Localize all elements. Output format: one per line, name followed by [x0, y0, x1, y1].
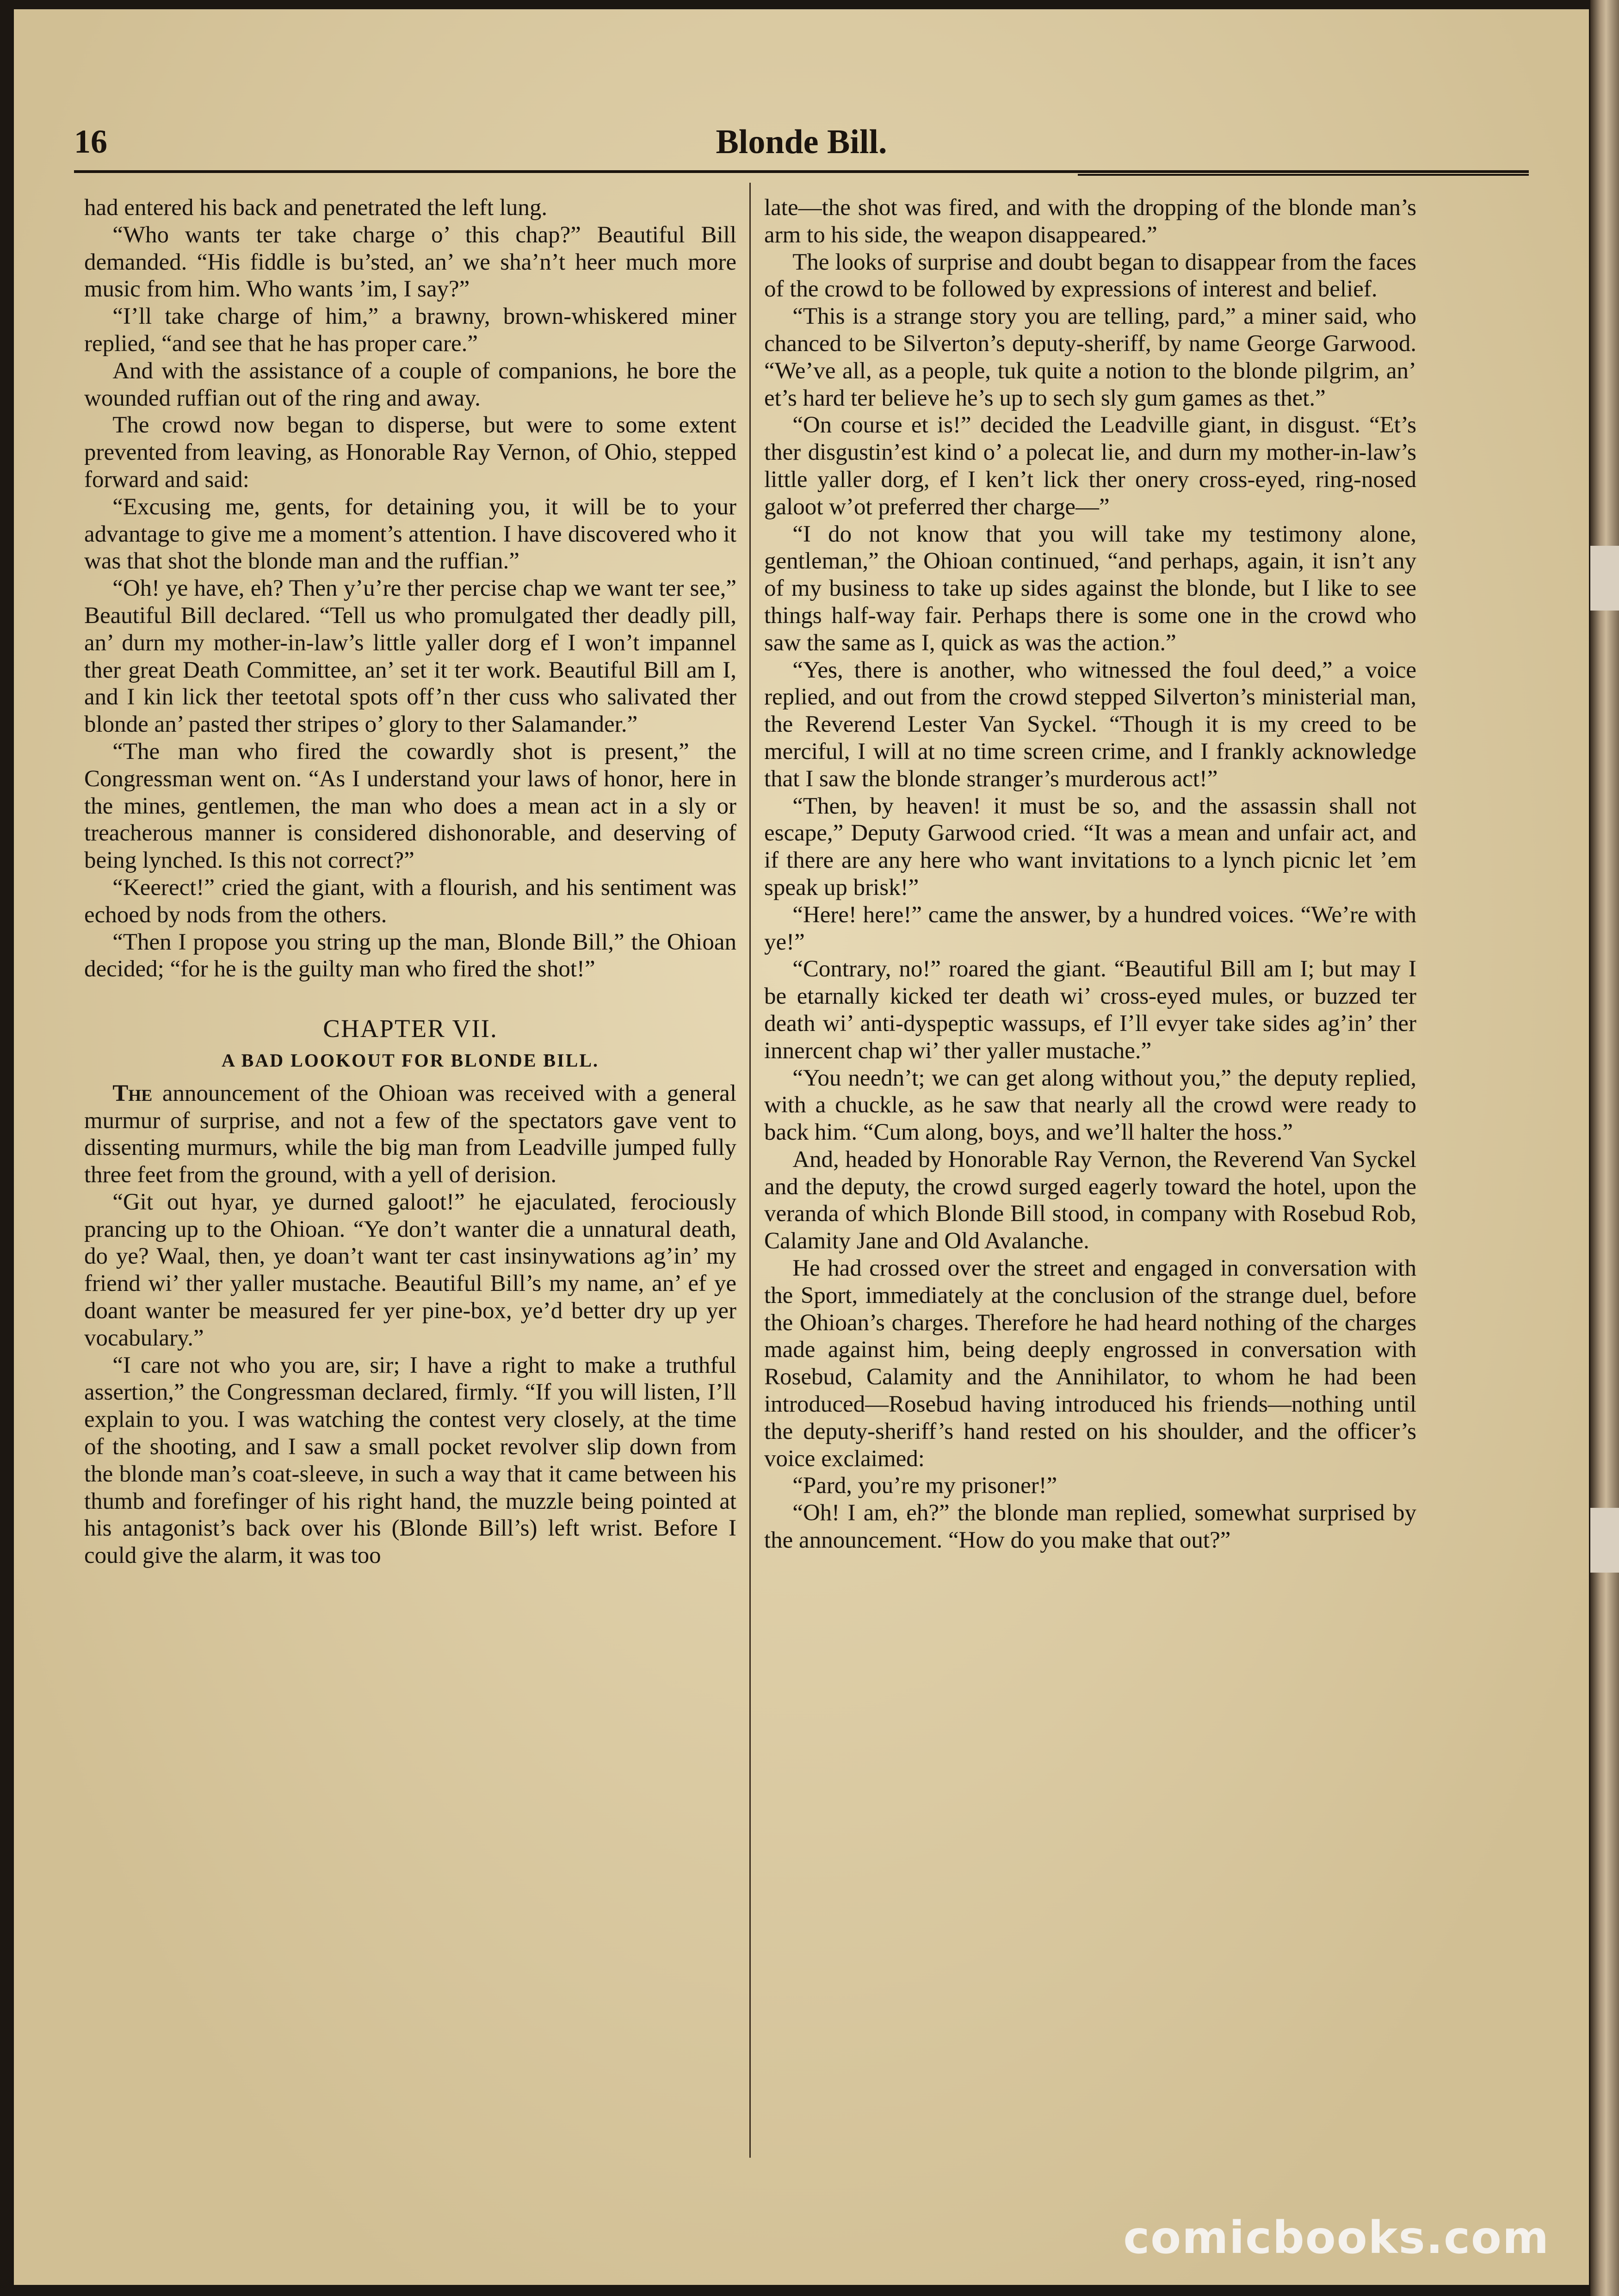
paragraph: had entered his back and penetrated the left lung. [84, 195, 548, 221]
header-rule-thick [1078, 174, 1529, 176]
paragraph: “Here! here!” came the answer, by a hundred voices. “We’re with ye!” [764, 901, 1416, 955]
paragraph: The crowd now began to disperse, but were to some extent prevented from leaving, as Honorable Ray Vernon, of Ohio, stepped forward and said: [84, 412, 736, 493]
page-header [74, 113, 1529, 169]
paragraph: “This is a strange story you are telling, pard,” a miner said, who chanced to be Silverton’s deputy-sheriff, by name George Garwood. “We’ve all, as a people, tuk quite a notion to the blonde pilgrim, an’ et’s hard ter believe he’s up to sech sly gum games as thet.” [764, 303, 1416, 411]
paragraph: “Then I propose you string up the man, Blonde Bill,” the Ohioan decided; “for he is the guilty man who fired the shot!” [84, 929, 736, 982]
chapter-first-word: The [112, 1080, 153, 1106]
paragraph: late—the shot was fired, and with the dropping of the blonde man’s arm to his side, the weapon disappeared.” [764, 195, 1416, 248]
book-page [14, 9, 1589, 2285]
chapter-heading: CHAPTER VII. [323, 1014, 498, 1043]
left-column [84, 194, 736, 1569]
right-paragraphs [764, 194, 1416, 1554]
chapter-subtitle: A BAD LOOKOUT FOR BLONDE BILL. [221, 1049, 599, 1071]
binding-clip [1590, 1508, 1619, 1573]
paragraph: “Keerect!” cried the giant, with a flourish, and his sentiment was echoed by nods from the others. [84, 874, 736, 928]
paragraph: And, headed by Honorable Ray Vernon, the Reverend Van Syckel and the deputy, the crowd surged eagerly toward the hotel, upon the veranda of which Blonde Bill stood, in company with Rosebud Rob, Calamity Jane and Old Avalanche. [764, 1146, 1416, 1254]
watermark: comicbooks.com [1123, 2212, 1550, 2264]
binding-edge [1590, 0, 1619, 2296]
paragraph: “Pard, you’re my prisoner!” [792, 1473, 1057, 1499]
paragraph: “Git out hyar, ye durned galoot!” he ejaculated, ferociously prancing up to the Ohioan. “Ye don’t wanter die a unnatural death, do ye? Waal, then, ye doan’t want ter cast insinywations ag’in’ my friend wi’ ther yaller mustache. Beautiful Bill’s my name, an’ ef ye doant wanter be measured fer yer pine-box, ye’d better dry up yer vocabulary.” [84, 1189, 736, 1351]
paragraph: “Contrary, no!” roared the giant. “Beautiful Bill am I; but may I be etarnally kicked ter death wi’ cross-eyed mules, or buzzed ter death wi’ anti-dyspeptic wassups, ef I’ll evyer take sides ag’in’ ther innercent chap wi’ ther yaller mustache.” [764, 956, 1416, 1064]
left-paragraphs-before [84, 194, 736, 983]
paragraph: “Excusing me, gents, for detaining you, it will be to your advantage to give me a moment’s attention. I have discovered who it was that shot the blonde man and the ruffian.” [84, 494, 736, 574]
paragraph: “I’ll take charge of him,” a brawny, brown-whiskered miner replied, “and see that he has proper care.” [84, 303, 736, 357]
paragraph: “You needn’t; we can get along without you,” the deputy replied, with a chuckle, as he saw that nearly all the crowd were ready to back him. “Cum along, boys, and we’ll halter the hoss.” [764, 1065, 1416, 1146]
binding-clip [1590, 546, 1619, 611]
paragraph: “The man who fired the cowardly shot is present,” the Congressman went on. “As I understand your laws of honor, here in the mines, gentlemen, the man who does a mean act in a sly or treacherous manner is considered dishonorable, and deserving of being lynched. Is this not correct?” [84, 738, 736, 874]
paragraph: “Oh! ye have, eh? Then y’u’re ther percise chap we want ter see,” Beautiful Bill declared. “Tell us who promulgated ther deadly pill, an’ durn my mother-in-law’s little yaller dorg ef I won’t impannel ther great Death Committee, an’ set it ter work. Beautiful Bill am I, and I kin lick ther teetotal spots off’n ther cuss who salivated ther blonde an’ pasted ther stripes o’ glory to ther Salamander.” [84, 575, 736, 738]
paragraph: “I care not who you are, sir; I have a right to make a truthful assertion,” the Congressman declared, firmly. “If you will listen, I’ll explain to you. I was watching the contest very closely, at the time of the shooting, and I saw a small pocket revolver slip down from the blonde man’s coat-sleeve, in such a way that it came between his thumb and forefinger of his right hand, the muzzle being pointed at his antagonist’s back over his (Blonde Bill’s) left wrist. Before I could give the alarm, it was too [84, 1352, 736, 1569]
paragraph: “I do not know that you will take my testimony alone, gentleman,” the Ohioan continued, “and perhaps, again, it isn’t any of my business to take up sides against the blonde, but I like to see things half-way fair. Perhaps there is some one in the crowd who saw the same as I, quick as was the action.” [764, 521, 1416, 656]
right-column [764, 194, 1416, 1554]
paragraph: “Oh! I am, eh?” the blonde man replied, somewhat surprised by the announcement. “How do you make that out?” [764, 1500, 1416, 1554]
paragraph: “Then, by heaven! it must be so, and the assassin shall not escape,” Deputy Garwood cried. “It was a mean and unfair act, and if there are any here who want invitations to a lynch picnic let ’em speak up brisk!” [764, 793, 1416, 901]
page-number: 16 [74, 123, 107, 160]
column-divider [749, 183, 751, 2158]
paragraph: And with the assistance of a couple of companions, he bore the wounded ruffian out of the ring and away. [84, 358, 736, 411]
left-paragraphs-after [84, 1189, 736, 1569]
chapter-first-rest: announcement of the Ohioan was received with a general murmur of surprise, and not a few of the spectators gave vent to dissenting murmurs, while the big man from Leadville jumped fully three feet from the ground, with a yell of derision. [84, 1080, 736, 1188]
header-rule [74, 170, 1529, 173]
paragraph: The looks of surprise and doubt began to disappear from the faces of the crowd to be followed by expressions of interest and belief. [764, 249, 1416, 302]
paragraph: He had crossed over the street and engaged in conversation with the Sport, immediately at the conclusion of the strange duel, before the Ohioan’s charges. Therefore he had heard nothing of the charges made against him, being deeply engrossed in conversation with Rosebud, Calamity and the Annihilator, to whom he had been introduced—Rosebud having introduced his friends—nothing until the deputy-sheriff’s hand rested on his shoulder, and the officer’s voice exclaimed: [764, 1255, 1416, 1472]
paragraph: “On course et is!” decided the Leadville giant, in disgust. “Et’s ther disgustin’est kind o’ a polecat lie, and durn my mother-in-law’s little yaller dorg, ef I ken’t lick ther onery cross-eyed, ring-nosed galoot w’ot preferred ther charge—” [764, 412, 1416, 520]
running-title: Blonde Bill. [716, 123, 887, 161]
chapter-opening-paragraph [84, 1080, 736, 1189]
paragraph: “Yes, there is another, who witnessed the foul deed,” a voice replied, and out from the crowd stepped Silverton’s ministerial man, the Reverend Lester Van Syckel. “Though it is my creed to be merciful, I will at no time screen crime, and I frankly acknowledge that I saw the blonde stranger’s murderous act!” [764, 657, 1416, 792]
paragraph: “Who wants ter take charge o’ this chap?” Beautiful Bill demanded. “His fiddle is bu’sted, an’ we sha’n’t heer much more music from him. Who wants ’im, I say?” [84, 222, 736, 302]
